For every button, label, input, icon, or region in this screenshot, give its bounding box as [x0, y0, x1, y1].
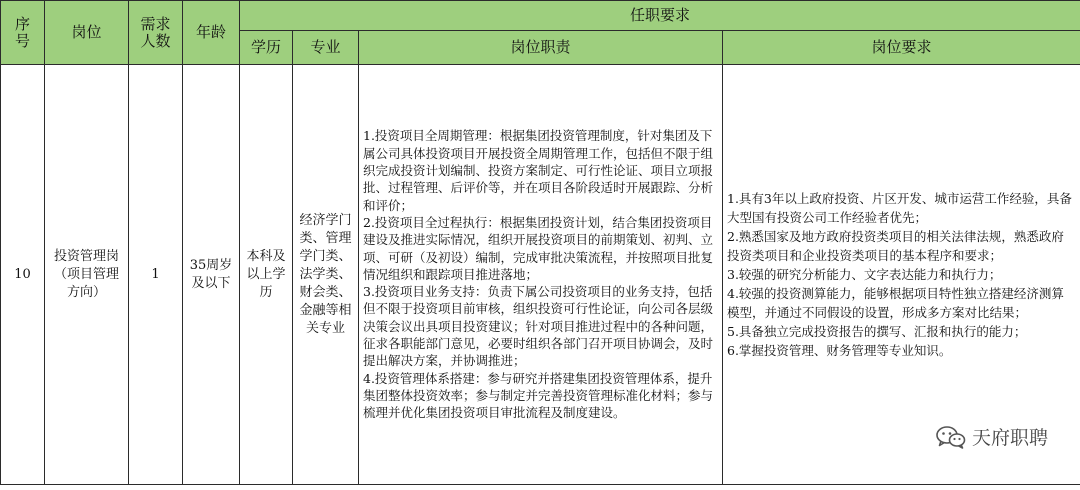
header-seq: 序号: [1, 1, 45, 65]
watermark: [936, 423, 1048, 450]
header-education: 学历: [240, 31, 293, 65]
watermark-text: 天府职聘: [971, 427, 1048, 449]
duty-item: 2.投资项目全过程执行：根据集团投资计划，结合集团投资项目建设及推进实际情况，组织开展投资项目的前期策划、初判、立项、可研（及初设）编制，完成审批决策流程，并按照项目批复情况组织和跟踪项目推进落地；: [363, 214, 714, 282]
header-position: 岗位: [45, 1, 129, 65]
qualification-item: 2.熟悉国家及地方政府投资类项目的相关法律法规，熟悉政府投资类项目和企业投资类项目的基本程序和要求；: [727, 229, 1064, 263]
qualification-item: 6.掌握投资管理、财务管理等专业知识。: [727, 343, 952, 358]
duty-item: 4.投资管理体系搭建：参与研究并搭建集团投资管理体系，提升集团整体投资效率；参与制定并完善投资管理标准化材料；参与梳理并优化集团投资项目审批流程及制度建设。: [363, 370, 714, 421]
table-row: [1, 65, 1080, 485]
qualification-item: 1.具有3年以上政府投资、片区开发、城市运营工作经验，具备大型国有投资公司工作经验者优先；: [727, 191, 1072, 225]
header-headcount: 需求人数: [129, 1, 183, 65]
header-major: 专业: [293, 31, 359, 65]
header-row-1: [1, 1, 1080, 31]
cell-position: 投资管理岗（项目管理方向）: [45, 65, 129, 485]
cell-age: 35周岁及以下: [183, 65, 240, 485]
cell-duties: [359, 65, 723, 485]
cell-headcount: 1: [129, 65, 183, 485]
header-requirements-group: 任职要求: [240, 1, 1080, 31]
cell-qualifications: [723, 65, 1080, 485]
cell-education: 本科及以上学历: [240, 65, 293, 485]
cell-major: 经济学门类、管理学门类、法学类、财会类、金融等相关专业: [293, 65, 359, 485]
qualification-item: 3.较强的研究分析能力、文字表达能力和执行力；: [727, 267, 1002, 282]
qualification-item: 4.较强的投资测算能力，能够根据项目特性独立搭建经济测算模型，并通过不同假设的设置，形成多方案对比结果；: [727, 286, 1064, 320]
header-qualifications: 岗位要求: [723, 31, 1080, 65]
duty-item: 3.投资项目业务支持：负责下属公司投资项目的业务支持，包括但不限于投资项目前审核，组织投资可行性论证，向公司各层级决策会议出具项目投资建议；针对项目推进过程中的各种问题，征求各职能部门意见，必要时组织各部门召开项目协调会，及时提出解决方案，并协调推进；: [363, 284, 714, 369]
cell-seq: 10: [1, 65, 45, 485]
header-age: 年龄: [183, 1, 240, 65]
wechat-icon: [936, 425, 966, 449]
header-duties: 岗位职责: [359, 31, 723, 65]
qualification-item: 5.具备独立完成投资报告的撰写、汇报和执行的能力；: [727, 324, 1027, 339]
duty-item: 1.投资项目全周期管理：根据集团投资管理制度，针对集团及下属公司具体投资项目开展投资全周期管理工作，包括但不限于组织完成投资计划编制、投资方案制定、可行性论证、项目立项报批、过程管理、后评价等，并在项目各阶段适时开展跟踪、分析和评价；: [363, 128, 714, 213]
